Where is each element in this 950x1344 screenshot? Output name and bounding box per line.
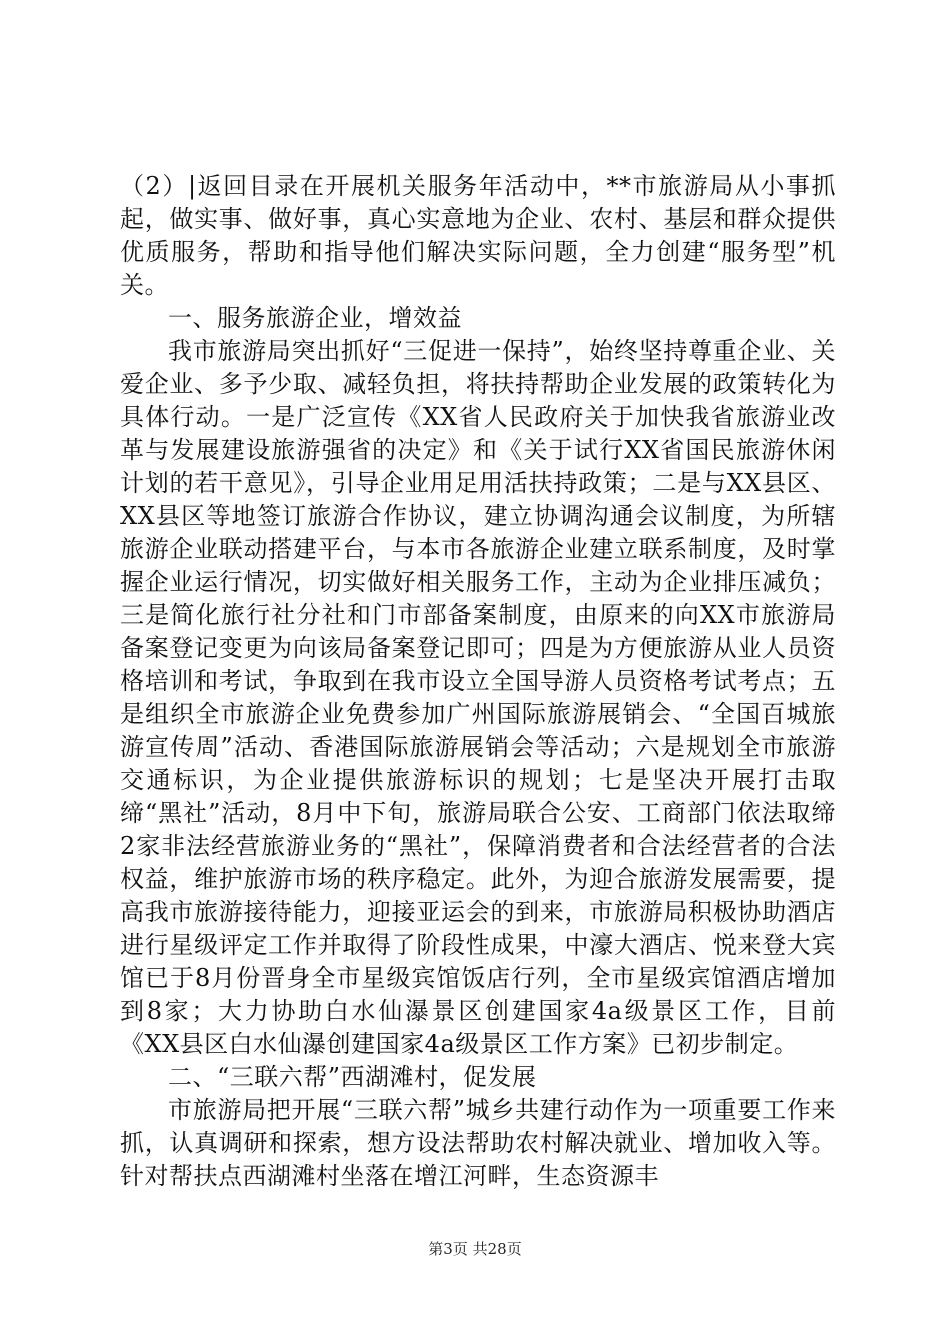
section-heading-one: 一、服务旅游企业，增效益: [168, 304, 462, 332]
section-one-paragraph: 我市旅游局突出抓好“三促进一保持”，始终坚持尊重企业、关爱企业、多予少取、减轻负担，将扶持帮助企业发展的政策转化为具体行动。一是广泛宣传《XX省人民政府关于加快我省旅游业改革与发展建设旅游强省的决定》和《关于试行XX省国民旅游休闲计划的若干意见》，引导企业用足用活扶持政策；二是与XX县区、XX县区等地签订旅游合作协议，建立协调沟通会议制度，为所辖旅游企业联动搭建平台，与本市各旅游企业建立联系制度，及时掌握企业运行情况，切实做好相关服务工作，主动为企业排压减负；三是简化旅行社分社和门市部备案制度，由原来的向XX市旅游局备案登记变更为向该局备案登记即可；四是为方便旅游从业人员资格培训和考试，争取到在我市设立全国导游人员资格考试考点；五是组织全市旅游企业免费参加广州国际旅游展销会、“全国百城旅游宣传周”活动、香港国际旅游展销会等活动；六是规划全市旅游交通标识，为企业提供旅游标识的规划；七是坚决开展打击取缔“黑社”活动，8月中下旬，旅游局联合公安、工商部门依法取缔2家非法经营旅游业务的“黑社”，保障消费者和合法经营者的合法权益，维护旅游市场的秩序稳定。此外，为迎合旅游发展需要，提高我市旅游接待能力，迎接亚运会的到来，市旅游局积极协助酒店进行星级评定工作并取得了阶段性成果，中濠大酒店、悦来登大宾馆已于8月份晋身全市星级宾馆饭店行列，全市星级宾馆酒店增加到8家；大力协助白水仙瀑景区创建国家4a级景区工作，目前《XX县区白水仙瀑创建国家4a级景区工作方案》已初步制定。: [120, 337, 836, 1058]
intro-paragraph: （2）|返回目录在开展机关服务年活动中，**市旅游局从小事抓起，做实事、做好事，真心实意地为企业、农村、基层和群众提供优质服务，帮助和指导他们解决实际问题，全力创建“服务型”机关。: [120, 172, 836, 299]
section-two-paragraph: 市旅游局把开展“三联六帮”城乡共建行动作为一项重要工作来抓，认真调研和探索，想方设法帮助农村解决就业、增加收入等。针对帮扶点西湖滩村坐落在增江河畔，生态资源丰: [120, 1096, 836, 1190]
page-number-footer: 第3页 共28页: [428, 1240, 522, 1258]
section-heading-two: 二、“三联六帮”西湖滩村，促发展: [168, 1063, 537, 1091]
document-body: [120, 170, 836, 1193]
